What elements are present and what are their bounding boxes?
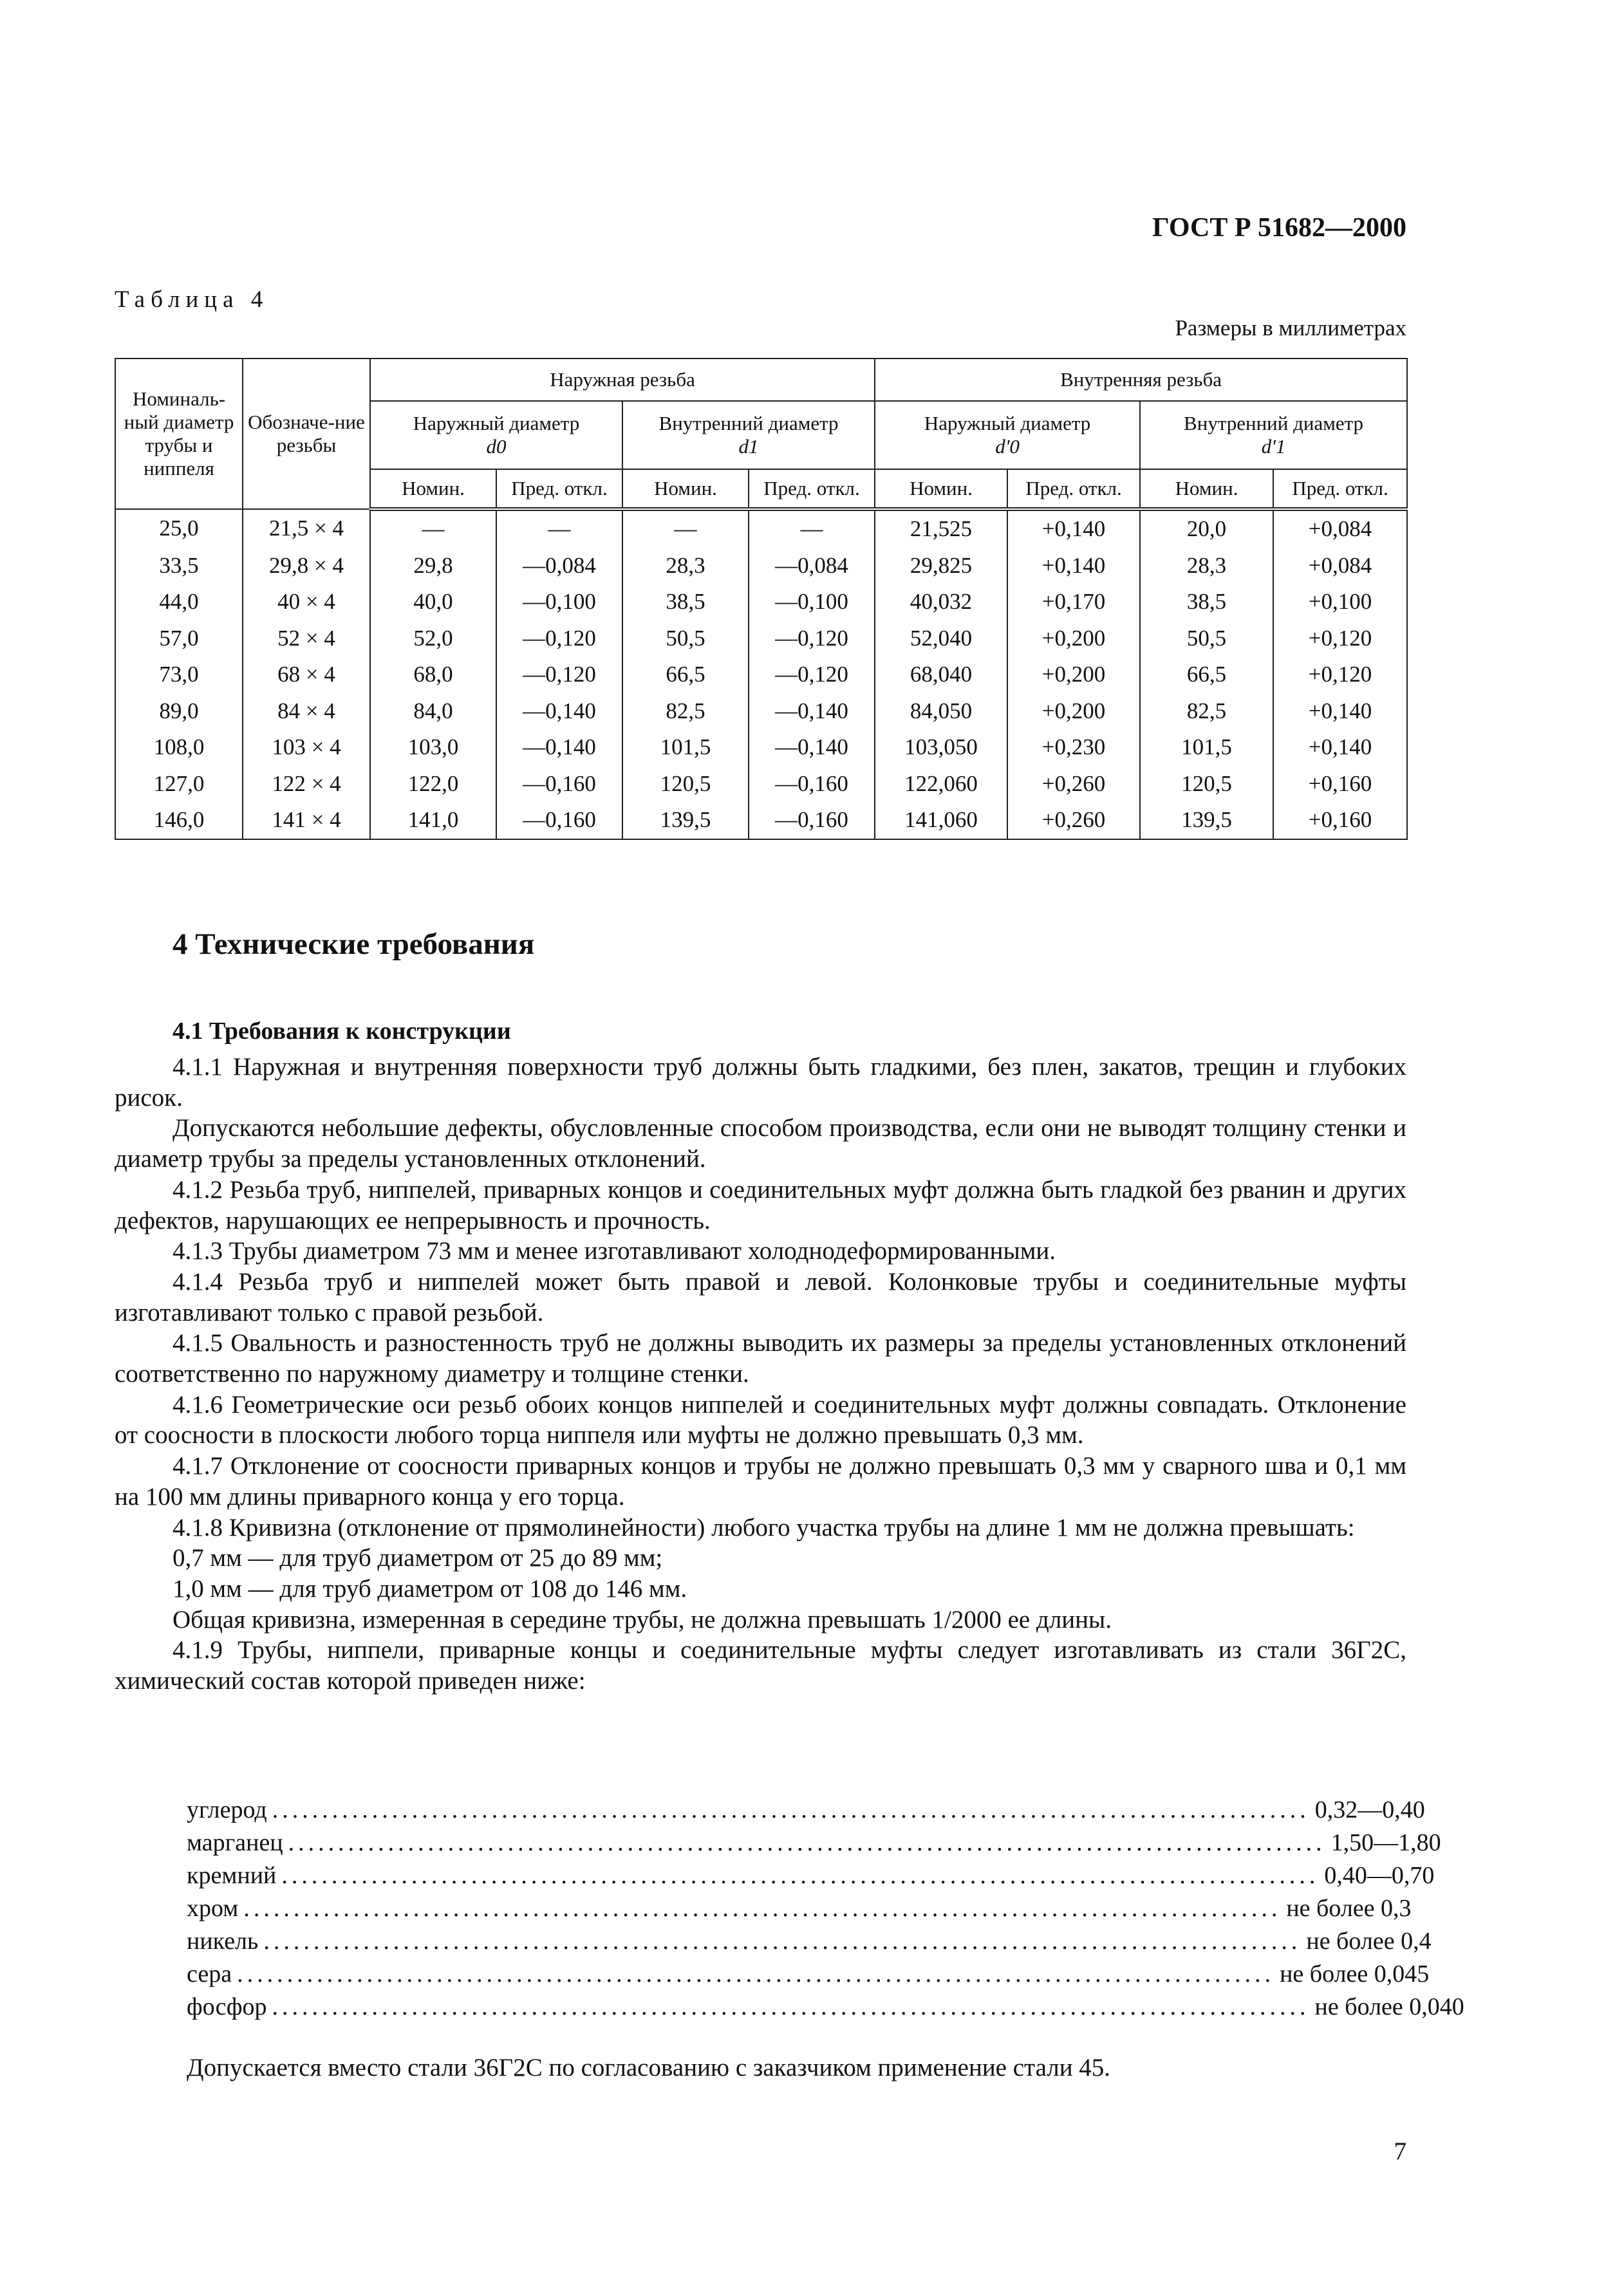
table-cell: 84,0 <box>370 693 496 730</box>
table-cell: +0,230 <box>1007 729 1140 766</box>
table-cell: +0,170 <box>1007 584 1140 620</box>
table-row <box>115 548 1407 584</box>
table-cell: 141 × 4 <box>243 802 370 839</box>
table-cell: 20,0 <box>1140 509 1273 548</box>
list-item <box>187 1927 1432 1960</box>
standard-number: ГОСТ Р 51682—2000 <box>1152 213 1406 243</box>
table-cell: 103,050 <box>875 729 1007 766</box>
paragraph-4-1-9: 4.1.9 Трубы, ниппели, приварные концы и соединительные муфты следует изготавливать из стали 36Г2С, химический состав которой приведен ниже: <box>115 1636 1406 1695</box>
header-tol: Пред. откл. <box>749 469 875 509</box>
table-cell: +0,260 <box>1007 766 1140 803</box>
paragraph-4-1-7: 4.1.7 Отклонение от соосности приварных концов и трубы не должно превышать 0,3 мм у сварного шва и 0,1 мм на 100 мм длины приварного конца у его торца. <box>115 1452 1406 1511</box>
header-external-thread: Наружная резьба <box>370 358 875 401</box>
paragraph-4-1-6: 4.1.6 Геометрические оси резьб обоих концов ниппелей и соединительных муфт должны совпадать. Отклонение от соосности в плоскости любого торца ниппеля или муфты не должно превышать 0,3 мм. <box>115 1390 1406 1449</box>
table-cell: —0,084 <box>749 548 875 584</box>
header-nom: Номин. <box>1140 469 1273 509</box>
leader-dots: ........................................................................................................ <box>281 1862 1320 1889</box>
table-cell: 28,3 <box>622 548 749 584</box>
header-designation: Обозначе-ние резьбы <box>243 358 370 509</box>
table-cell: 141,060 <box>875 802 1007 839</box>
table-cell: 57,0 <box>115 620 243 657</box>
table-cell: +0,200 <box>1007 620 1140 657</box>
header-nominal-diameter: Номиналь-ный диаметр трубы и ниппеля <box>115 358 243 509</box>
table-row <box>115 584 1407 620</box>
table-cell: +0,160 <box>1273 802 1407 839</box>
leader-dots: ........................................................................................................ <box>272 1796 1310 1823</box>
list-item: 1,0 мм — для труб диаметром от 108 до 146 мм. <box>173 1574 687 1603</box>
table-cell: 108,0 <box>115 729 243 766</box>
element-name: кремний <box>187 1862 277 1889</box>
element-name: хром <box>187 1895 239 1922</box>
subsection-title: 4.1 Требования к конструкции <box>173 1018 511 1045</box>
table-cell: 139,5 <box>622 802 749 839</box>
page-number: 7 <box>1394 2137 1406 2165</box>
paragraph-4-1-1: 4.1.1 Наружная и внутренняя поверхности труб должны быть гладкими, без плен, закатов, трещин и глубоких рисок. <box>115 1053 1406 1112</box>
table-cell: 68,0 <box>370 656 496 693</box>
paragraph: Общая кривизна, измеренная в середине трубы, не должна превышать 1/2000 ее длины. <box>173 1605 1112 1634</box>
table-cell: 38,5 <box>622 584 749 620</box>
table-cell: 103 × 4 <box>243 729 370 766</box>
table-cell: 122,060 <box>875 766 1007 803</box>
header-tol: Пред. откл. <box>1007 469 1140 509</box>
table-cell: 40 × 4 <box>243 584 370 620</box>
element-value: 0,32—0,40 <box>1314 1796 1425 1823</box>
table-cell: —0,100 <box>749 584 875 620</box>
table-cell: 68 × 4 <box>243 656 370 693</box>
table-cell: —0,140 <box>496 729 622 766</box>
header-label: Наружный диаметр <box>924 412 1091 434</box>
table-cell: —0,120 <box>496 620 622 657</box>
header-nom: Номин. <box>875 469 1007 509</box>
table-cell: +0,120 <box>1273 620 1407 657</box>
header-int-outer-diameter <box>875 401 1140 469</box>
table-cell: 146,0 <box>115 802 243 839</box>
symbol-d1-prime: d'1 <box>1261 435 1286 458</box>
leader-dots: ........................................................................................................ <box>237 1960 1275 1988</box>
table-cell: +0,100 <box>1273 584 1407 620</box>
symbol-d0-prime: d'0 <box>995 435 1020 458</box>
table-row <box>115 802 1407 839</box>
table-cell: 82,5 <box>1140 693 1273 730</box>
table-row <box>115 729 1407 766</box>
table-cell: 29,8 <box>370 548 496 584</box>
element-value: не более 0,4 <box>1306 1928 1432 1955</box>
table-cell: 84 × 4 <box>243 693 370 730</box>
table-cell: 84,050 <box>875 693 1007 730</box>
paragraph-4-1-4: 4.1.4 Резьба труб и ниппелей может быть правой и левой. Колонковые трубы и соединительные муфты изготавливают только с правой резьбой. <box>115 1267 1406 1327</box>
list-item <box>187 1829 1441 1861</box>
header-tol: Пред. откл. <box>1273 469 1407 509</box>
table-cell: 52,0 <box>370 620 496 657</box>
table-cell: —0,160 <box>496 802 622 839</box>
header-nom: Номин. <box>370 469 496 509</box>
table-cell: +0,200 <box>1007 693 1140 730</box>
table-cell: +0,084 <box>1273 509 1407 548</box>
table-cell: —0,100 <box>496 584 622 620</box>
table-units: Размеры в миллиметрах <box>1175 315 1406 340</box>
table-cell: —0,120 <box>749 656 875 693</box>
dimensions-table <box>115 358 1408 840</box>
footer-note: Допускается вместо стали 36Г2С по согласованию с заказчиком применение стали 45. <box>187 2054 1111 2081</box>
table-cell: +0,200 <box>1007 656 1140 693</box>
element-name: фосфор <box>187 1993 267 2020</box>
leader-dots: ........................................................................................................ <box>263 1928 1302 1955</box>
table-row <box>115 693 1407 730</box>
header-label: Внутренний диаметр <box>1184 412 1364 434</box>
table-cell: 101,5 <box>1140 729 1273 766</box>
table-caption: Таблица 4 <box>115 286 269 313</box>
header-internal-thread: Внутренняя резьба <box>875 358 1407 401</box>
header-nom: Номин. <box>622 469 749 509</box>
table-cell: +0,140 <box>1007 509 1140 548</box>
table-cell: 68,040 <box>875 656 1007 693</box>
header-label: Внутренний диаметр <box>658 412 839 434</box>
table-cell: — <box>749 509 875 548</box>
element-value: не более 0,045 <box>1280 1960 1430 1988</box>
table-cell: —0,140 <box>749 693 875 730</box>
table-cell: 50,5 <box>1140 620 1273 657</box>
element-value: не более 0,3 <box>1286 1895 1412 1922</box>
table-cell: 44,0 <box>115 584 243 620</box>
header-ext-outer-diameter <box>370 401 622 469</box>
table-cell: +0,120 <box>1273 656 1407 693</box>
header-label: Наружный диаметр <box>413 412 580 434</box>
table-cell: 122,0 <box>370 766 496 803</box>
table-cell: 29,825 <box>875 548 1007 584</box>
table-cell: —0,120 <box>496 656 622 693</box>
table-cell: —0,160 <box>749 766 875 803</box>
table-cell: 28,3 <box>1140 548 1273 584</box>
table-cell: 38,5 <box>1140 584 1273 620</box>
table-cell: 82,5 <box>622 693 749 730</box>
table-cell: — <box>496 509 622 548</box>
leader-dots: ........................................................................................................ <box>288 1829 1326 1856</box>
header-tol: Пред. откл. <box>496 469 622 509</box>
list-item <box>187 1796 1425 1829</box>
table-cell: —0,084 <box>496 548 622 584</box>
table-row <box>115 620 1407 657</box>
table-cell: 29,8 × 4 <box>243 548 370 584</box>
symbol-d0: d0 <box>486 435 507 458</box>
table-cell: 103,0 <box>370 729 496 766</box>
table-cell: 122 × 4 <box>243 766 370 803</box>
section-title: 4 Технические требования <box>173 927 535 961</box>
table-cell: +0,140 <box>1273 693 1407 730</box>
list-item <box>187 1960 1430 1993</box>
element-name: марганец <box>187 1829 283 1856</box>
table-cell: —0,160 <box>496 766 622 803</box>
table-cell: —0,160 <box>749 802 875 839</box>
table-cell: +0,140 <box>1007 548 1140 584</box>
table-cell: —0,140 <box>496 693 622 730</box>
table-cell: 120,5 <box>622 766 749 803</box>
symbol-d1: d1 <box>738 435 759 458</box>
table-cell: 52 × 4 <box>243 620 370 657</box>
header-int-inner-diameter <box>1140 401 1407 469</box>
paragraph-4-1-3: 4.1.3 Трубы диаметром 73 мм и менее изготавливают холоднодеформированными. <box>173 1237 1056 1265</box>
list-item <box>187 1894 1412 1927</box>
element-value: 0,40—0,70 <box>1324 1862 1435 1889</box>
section-body <box>115 1044 1406 1697</box>
element-value: не более 0,040 <box>1314 1993 1464 2020</box>
table-body <box>115 509 1407 839</box>
table-row <box>115 509 1407 548</box>
chemical-composition-list <box>187 1796 1464 2025</box>
table-cell: 141,0 <box>370 802 496 839</box>
element-name: никель <box>187 1928 259 1955</box>
table-cell: +0,260 <box>1007 802 1140 839</box>
table-cell: 40,032 <box>875 584 1007 620</box>
leader-dots: ........................................................................................................ <box>243 1895 1282 1922</box>
table-row <box>115 656 1407 693</box>
table-row <box>115 766 1407 803</box>
list-item: 0,7 мм — для труб диаметром от 25 до 89 мм; <box>173 1544 663 1572</box>
table-cell: 89,0 <box>115 693 243 730</box>
element-value: 1,50—1,80 <box>1330 1829 1441 1856</box>
table-cell: 21,525 <box>875 509 1007 548</box>
element-name: сера <box>187 1960 232 1988</box>
list-item <box>187 1993 1464 2025</box>
table-cell: —0,140 <box>749 729 875 766</box>
header-ext-inner-diameter <box>622 401 875 469</box>
paragraph-4-1-5: 4.1.5 Овальность и разностенность труб не должны выводить их размеры за пределы установленных отклонений соответственно по наружному диаметру и толщине стенки. <box>115 1329 1406 1388</box>
table-cell: 40,0 <box>370 584 496 620</box>
paragraph-4-1-8: 4.1.8 Кривизна (отклонение от прямолинейности) любого участка трубы на длине 1 мм не должна превышать: <box>173 1513 1355 1541</box>
element-name: углерод <box>187 1796 267 1823</box>
leader-dots: ........................................................................................................ <box>272 1993 1310 2020</box>
table-cell: — <box>622 509 749 548</box>
table-cell: 73,0 <box>115 656 243 693</box>
table-cell: 101,5 <box>622 729 749 766</box>
table-cell: 25,0 <box>115 509 243 548</box>
list-item <box>187 1861 1435 1894</box>
table-cell: 139,5 <box>1140 802 1273 839</box>
table-cell: +0,084 <box>1273 548 1407 584</box>
table-cell: 33,5 <box>115 548 243 584</box>
table-cell: 127,0 <box>115 766 243 803</box>
table-cell: 120,5 <box>1140 766 1273 803</box>
table-cell: 50,5 <box>622 620 749 657</box>
table-cell: — <box>370 509 496 548</box>
table-cell: +0,140 <box>1273 729 1407 766</box>
table-cell: 66,5 <box>622 656 749 693</box>
paragraph: Допускаются небольшие дефекты, обусловленные способом производства, если они не выводят толщину стенки и диаметр трубы за пределы установленных отклонений. <box>115 1114 1406 1173</box>
table-cell: —0,120 <box>749 620 875 657</box>
table-cell: 66,5 <box>1140 656 1273 693</box>
table-cell: 52,040 <box>875 620 1007 657</box>
paragraph-4-1-2: 4.1.2 Резьба труб, ниппелей, приварных концов и соединительных муфт должна быть гладкой без рванин и других дефектов, нарушающих ее непрерывность и прочность. <box>115 1175 1406 1234</box>
table-cell: 21,5 × 4 <box>243 509 370 548</box>
table-cell: +0,160 <box>1273 766 1407 803</box>
